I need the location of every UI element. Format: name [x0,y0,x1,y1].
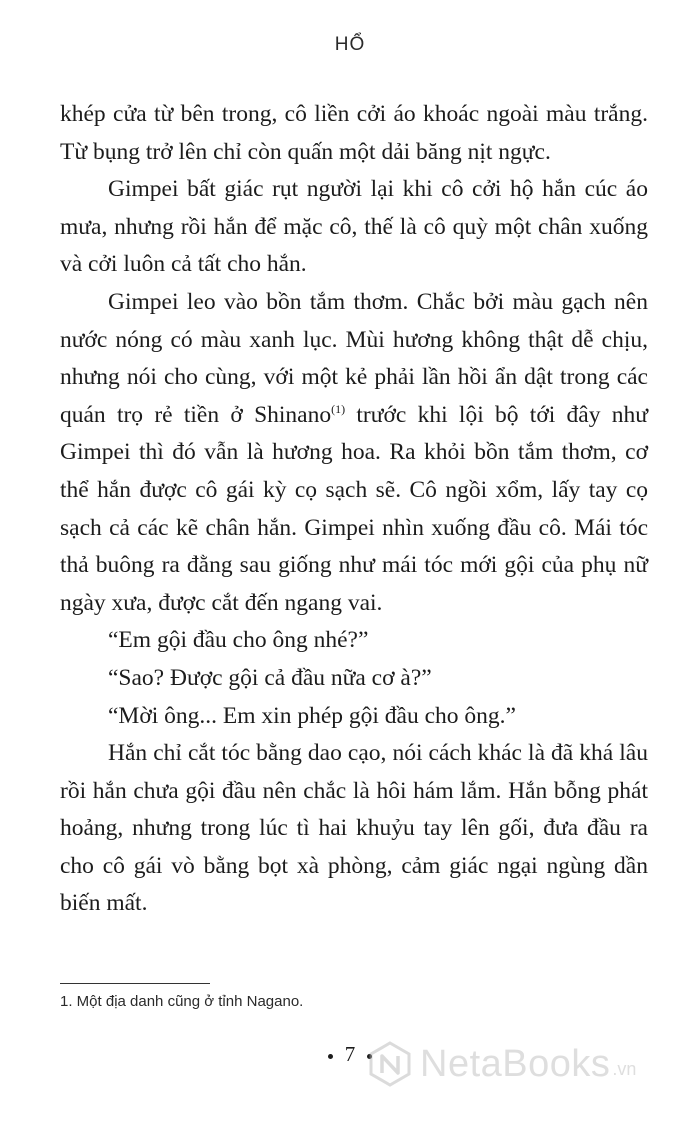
footnote-divider [60,983,210,984]
page-number-value: 7 [344,1042,356,1066]
running-head: HỔ [334,34,366,55]
watermark-brand: NetaBooks [420,1042,611,1085]
paragraph-3 [60,284,648,622]
page-number-dot-left [328,1054,333,1059]
paragraph-3-text: Gimpei leo vào bồn tắm thơm. Chắc bởi màu gạch nên nước nóng có màu xanh lục. Mùi hương không thật dễ chịu, nhưng nói cho cùng, với một kẻ phải lần hồi ẩn dật trong các quán trọ rẻ tiền ở Shinano [60,288,648,428]
footnote-marker[interactable]: (1) [331,401,346,416]
netabooks-logo-icon [366,1040,414,1088]
paragraph-1: khép cửa từ bên trong, cô liền cởi áo khoác ngoài màu trắng. Từ bụng trở lên chỉ còn quấn một dải băng nịt ngực. [60,101,648,165]
footnote: 1. Một địa danh cũng ở tỉnh Nagano. [60,993,304,1010]
watermark-suffix: .vn [612,1059,637,1079]
paragraph-2: Gimpei bất giác rụt người lại khi cô cởi hộ hắn cúc áo mưa, nhưng rồi hắn để mặc cô, thế là cô quỳ một chân xuống và cởi luôn cả tất cho hắn. [60,176,648,278]
paragraph-3-continued: trước khi lội bộ tới đây như Gimpei thì đó vẫn là hương hoa. Ra khỏi bồn tắm thơm, cơ thể hắn được cô gái kỳ cọ sạch sẽ. Cô ngồi xổm, lấy tay cọ sạch cả các kẽ chân hắn. Gimpei nhìn xuống đầu cô. Mái tóc thả buông ra đằng sau giống như mái tóc mới gội của phụ nữ ngày xưa, được cắt đến ngang vai. [60,401,648,616]
dialogue-line-3: “Mời ông... Em xin phép gội đầu cho ông.” [108,702,516,729]
body-text [60,96,648,923]
watermark [366,1040,636,1088]
paragraph-final: Hắn chỉ cắt tóc bằng dao cạo, nói cách khác là đã khá lâu rồi hắn chưa gội đầu nên chắc là hôi hám lắm. Hắn bỗng phát hoảng, nhưng trong lúc tì hai khuỷu tay lên gối, đưa đầu ra cho cô gái vò bằng bọt xà phòng, cảm giác ngại ngùng dần biến mất. [60,740,648,917]
dialogue-line-1: “Em gội đầu cho ông nhé?” [108,627,369,654]
dialogue-line-2: “Sao? Được gội cả đầu nữa cơ à?” [108,664,432,691]
